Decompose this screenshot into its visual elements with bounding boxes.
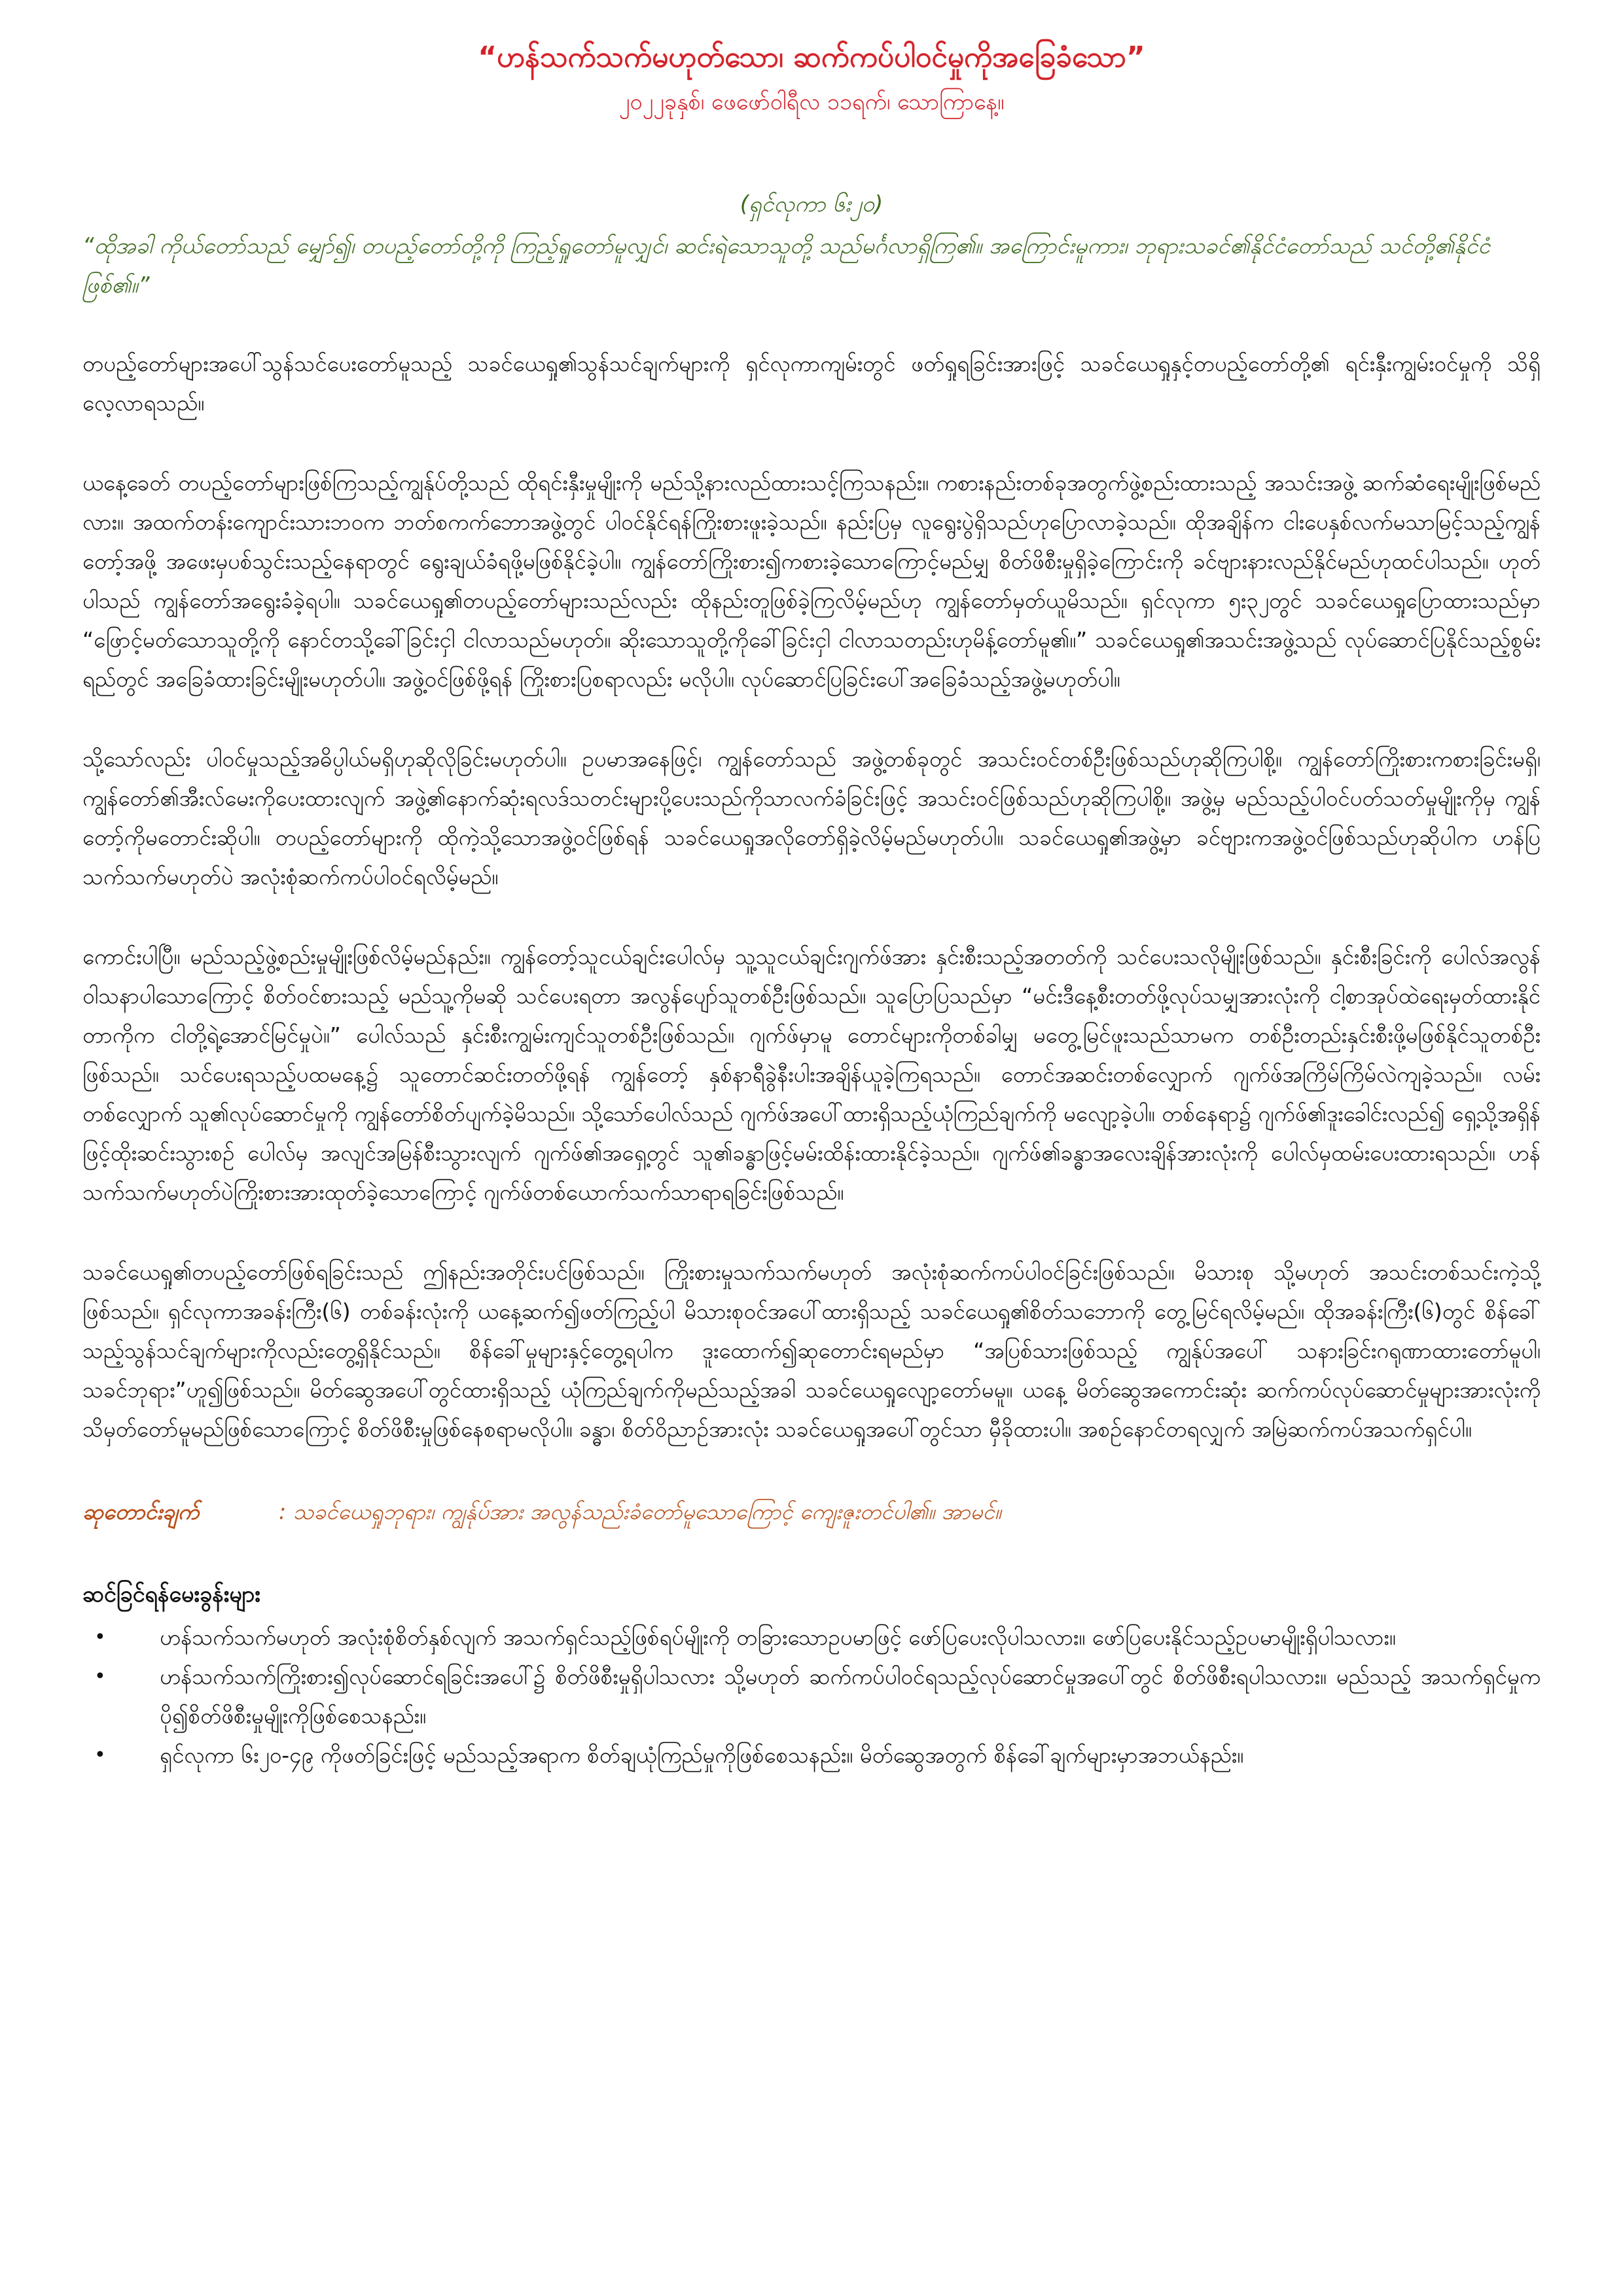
prayer-label: ဆုတောင်းချက် (82, 1499, 200, 1524)
bullet-icon: • (94, 1665, 106, 1688)
bullet-icon: • (94, 1744, 106, 1767)
paragraph-4: ကောင်းပါပြီ။ မည်သည့်ဖွဲ့စည်းမှုမျိုးဖြစ်လိမ့်မည်နည်း။ ကျွန်တော့်သူငယ်ချင်းပေါလ်မှ သူ့သူငယ်ချင်းဂျက်ဖ်အား နှင်းစီးသည့်အတတ်ကို သင်ပေးသလိုမျိုးဖြစ်သည်။ နှင်းစီးခြင်းကို ပေါလ်အလွန်ဝါသနာပါသောကြောင့် စိတ်ဝင်စားသည့် မည်သူ့ကိုမဆို သင်ပေးရတာ အလွန်ပျော်သူတစ်ဦးဖြစ်သည်။ သူပြောပြသည်မှာ “မင်းဒီနေ့စီးတတ်ဖို့လုပ်သမျှအားလုံးကို ငါ့စာအုပ်ထဲရေးမှတ်ထားနိုင်တာကိုက ငါတို့ရဲ့အောင်မြင်မှုပဲ။” ပေါလ်သည် နှင်းစီးကျွမ်းကျင်သူတစ်ဦးဖြစ်သည်။ ဂျက်ဖ်မှာမူ တောင်များကိုတစ်ခါမျှ မတွေ့မြင်ဖူးသည်သာမက တစ်ဦးတည်းနှင်းစီးဖို့မဖြစ်နိုင်သူတစ်ဦးဖြစ်သည်။ သင်ပေးရသည့်ပထမနေ့၌ သူတောင်ဆင်းတတ်ဖို့ရန် ကျွန်တော့် နှစ်နာရီခွဲနီးပါးအချိန်ယူခဲ့ကြရသည်။ တောင်အဆင်းတစ်လျှောက် ဂျက်ဖ်အကြိမ်ကြိမ်လဲကျခဲ့သည်။ လမ်းတစ်လျှောက် သူ၏လုပ်ဆောင်မှုကို ကျွန်တော်စိတ်ပျက်ခဲ့မိသည်။ သို့သော်ပေါလ်သည် ဂျက်ဖ်အပေါ်ထားရှိသည့်ယုံကြည်ချက်ကို မလျော့ခဲ့ပါ။ တစ်နေရာ၌ ဂျက်ဖ်၏ဒူးခေါင်းလည်၍ ရှေ့သို့အရှိန်ဖြင့်ထိုးဆင်းသွားစဉ် ပေါလ်မှ အလျင်အမြန်စီးသွားလျက် ဂျက်ဖ်၏အရှေ့တွင် သူ၏ခန္ဓာဖြင့်မမ်းထိန်းထားနိုင်ခဲ့သည်။ ဂျက်ဖ်၏ခန္ဓာအလေးချိန်အားလုံးကို ပေါလ်မှထမ်းပေးထားရသည်။ ဟန်သက်သက်မဟုတ်ပဲကြိုးစားအားထုတ်ခဲ့သောကြောင့် ဂျက်ဖ်တစ်ယောက်သက်သာရာရခြင်းဖြစ်သည်။ (82, 944, 1541, 1205)
page-title: “ဟန်သက်သက်မဟုတ်သော၊ ဆက်ကပ်ပါဝင်မှုကိုအခြေခံသော” (478, 41, 1145, 74)
verse-reference: (ရှင်လုကာ ၆း၂၀) (740, 191, 883, 217)
paragraph-2: ယနေ့ခေတ် တပည့်တော်များဖြစ်ကြသည့်ကျွန်ုပ်တို့သည် ထိုရင်းနှီးမှုမျိုးကို မည်သို့နားလည်ထားသင့်ကြသနည်း။ ကစားနည်းတစ်ခုအတွက်ဖွဲ့စည်းထားသည့် အသင်းအဖွဲ့ ဆက်ဆံရေးမျိုးဖြစ်မည်လား။ အထက်တန်းကျောင်းသားဘဝက ဘတ်စကက်ဘောအဖွဲ့တွင် ပါဝင်နိုင်ရန်ကြိုးစားဖူးခဲ့သည်။ နည်းပြမှ လူရွေးပွဲရှိသည်ဟုပြောလာခဲ့သည်။ ထိုအချိန်က ငါးပေနှစ်လက်မသာမြင့်သည့်ကျွန်တော့်အဖို့ အဖေးမှပစ်သွင်းသည့်နေရာတွင် ရွေးချယ်ခံရဖို့မဖြစ်နိုင်ခဲ့ပါ။ ကျွန်တော်ကြိုးစား၍ကစားခဲ့သောကြောင့်မည်မျှ စိတ်ဖိစီးမှုရှိခဲ့ကြောင်းကို ခင်ဗျားနားလည်နိုင်မည်ဟုထင်ပါသည်။ ဟုတ်ပါသည် ကျွန်တော်အရွေးခံခဲ့ရပါ။ သခင်ယေရှု၏တပည့်တော်များသည်လည်း ထိုနည်းတူဖြစ်ခဲ့ကြလိမ့်မည်ဟု ကျွန်တော်မှတ်ယူမိသည်။ ရှင်လုကာ ၅း၃၂တွင် သခင်ယေရှုပြောထားသည်မှာ “ဖြောင့်မတ်သောသူတို့ကို နောင်တသို့ခေါ်ခြင်းငှါ ငါလာသည်မဟုတ်။ ဆိုးသောသူတို့ကိုခေါ်ခြင်းငှါ ငါလာသတည်းဟုမိန့်တော်မူ၏။” သခင်ယေရှု၏အသင်းအဖွဲ့သည် လုပ်ဆောင်ပြနိုင်သည့်စွမ်းရည်တွင် အခြေခံထားခြင်းမျိုးမဟုတ်ပါ။ အဖွဲ့ဝင်ဖြစ်ဖို့ရန် ကြိုးစားပြစရာလည်း မလိုပါ။ လုပ်ဆောင်ပြခြင်းပေါ်အခြေခံသည့်အဖွဲ့မဟုတ်ပါ။ (82, 470, 1541, 692)
paragraph-1: တပည့်တော်များအပေါ်သွန်သင်ပေးတော်မူသည့် သခင်ယေရှု၏သွန်သင်ချက်များကို ရှင်လုကာကျမ်းတွင် ဖတ်ရှုရခြင်းအားဖြင့် သခင်ယေရှုနှင့်တပည့်တော်တို့၏ ရင်းနှီးကျွမ်းဝင်မှုကို သိရှိလေ့လာရသည်။ (82, 351, 1541, 416)
prayer-text: : သခင်ယေရှုဘုရား၊ ကျွန်ုပ်အား အလွန်သည်းခံတော်မူသောကြောင့် ကျေးဇူးတင်ပါ၏။ အာမင်။ (279, 1499, 1001, 1524)
devotional-page (82, 37, 1541, 1775)
paragraph-5: သခင်ယေရှု၏တပည့်တော်ဖြစ်ရခြင်းသည် ဤနည်းအတိုင်းပင်ဖြစ်သည်။ ကြိုးစားမှုသက်သက်မဟုတ် အလုံးစုံဆက်ကပ်ပါဝင်ခြင်းဖြစ်သည်။ မိသားစု သို့မဟုတ် အသင်းတစ်သင်းကဲ့သို့ဖြစ်သည်။ ရှင်လုကာအခန်းကြီး(၆) တစ်ခန်းလုံးကို ယနေ့ဆက်၍ဖတ်ကြည့်ပါ မိသားစုဝင်အပေါ်ထားရှိသည့် သခင်ယေရှု၏စိတ်သဘောကို တွေ့မြင်ရလိမ့်မည်။ ထိုအခန်းကြီး(၆)တွင် စိန်ခေါ်သည့်သွန်သင်ချက်များကိုလည်းတွေ့ရှိနိုင်သည်။ စိန်ခေါ်မှုများနှင့်တွေ့ရပါက ဒူးထောက်၍ဆုတောင်းရမည်မှာ “အပြစ်သားဖြစ်သည့် ကျွန်ုပ်အပေါ် သနားခြင်းဂရုဏာထားတော်မူပါ၊ သခင်ဘုရား”ဟူ၍ဖြစ်သည်။ မိတ်ဆွေအပေါ်တွင်ထားရှိသည့် ယုံကြည်ချက်ကိုမည်သည့်အခါ သခင်ယေရှုလျော့တော်မမူ။ ယနေ့ မိတ်ဆွေအကောင်းဆုံး ဆက်ကပ်လုပ်ဆောင်မှုများအားလုံးကို သိမှတ်တော်မူမည်ဖြစ်သောကြောင့် စိတ်ဖိစီးမှုဖြစ်နေစရာမလိုပါ။ ခန္ဓာ၊ စိတ်ဝိညာဉ်အားလုံး သခင်ယေရှုအပေါ်တွင်သာ မှီခိုထားပါ။ အစဉ်နောင်တရလျှက် အမြဲဆက်ကပ်အသက်ရှင်ပါ။ (82, 1259, 1541, 1442)
question-text-2: ဟန်သက်သက်ကြိုးစား၍လုပ်ဆောင်ရခြင်းအပေါ်၌ စိတ်ဖိစီးမှုရှိပါသလား သို့မဟုတ် ဆက်ကပ်ပါဝင်ရသည့်လုပ်ဆောင်မှုအပေါ်တွင် စိတ်ဖိစီးရပါသလား။ မည်သည့် အသက်ရှင်မှုက ပို၍စိတ်ဖိစီးမှုမျိုးကိုဖြစ်စေသနည်း။ (160, 1664, 1541, 1729)
prayer-section (82, 1492, 1541, 1532)
date-line: ၂၀၂၂ခုနှစ်၊ ဖေဖော်ဝါရီလ ၁၁ရက်၊ သောကြာနေ့။ (618, 89, 1005, 115)
questions-heading: ဆင်ခြင်ရန်မေးခွန်းများ (82, 1581, 260, 1607)
question-item-2 (82, 1657, 1541, 1736)
question-text-1: ဟန်သက်သက်မဟုတ် အလုံးစုံစိတ်နှစ်လျက် အသက်ရှင်သည့်ဖြစ်ရပ်မျိုးကို တခြားသောဥပမာဖြင့် ဖော်ပြပေးလိုပါသလား။ ဖော်ပြပေးနိုင်သည့်ဥပမာမျိုးရှိပါသလား။ (160, 1624, 1396, 1650)
questions-list (82, 1618, 1541, 1775)
question-text-3: ရှင်လုကာ ၆း၂၀-၄၉ ကိုဖတ်ခြင်းဖြင့် မည်သည့်အရာက စိတ်ချယုံကြည်မှုကိုဖြစ်စေသနည်း။ မိတ်ဆွေအတွက် စိန်ခေါ်ချက်များမှာအဘယ်နည်း။ (160, 1742, 1244, 1768)
question-item-1 (82, 1618, 1541, 1657)
paragraph-3: သို့သော်လည်း ပါဝင်မှုသည့်အဓိပ္ပါယ်မရှိဟုဆိုလိုခြင်းမဟုတ်ပါ။ ဥပမာအနေဖြင့်၊ ကျွန်တော်သည် အဖွဲ့တစ်ခုတွင် အသင်းဝင်တစ်ဦးဖြစ်သည်ဟုဆိုကြပါစို့။ ကျွန်တော်ကြိုးစားကစားခြင်းမရှိ၊ ကျွန်တော်၏အီးလ်မေးကိုပေးထားလျက် အဖွဲ့၏နောက်ဆုံးရလဒ်သတင်းများပို့ပေးသည်ကိုသာလက်ခံခြင်းဖြင့် အသင်းဝင်ဖြစ်သည်ဟုဆိုကြပါစို့။ အဖွဲ့မှ မည်သည့်ပါဝင်ပတ်သတ်မှုမျိုးကိုမှ ကျွန်တော့်ကိုမတောင်းဆိုပါ။ တပည့်တော်များကို ထိုကဲ့သို့သောအဖွဲ့ဝင်ဖြစ်ရန် သခင်ယေရှုအလိုတော်ရှိခဲ့လိမ့်မည်မဟုတ်ပါ။ သခင်ယေရှု၏အဖွဲ့မှာ ခင်ဗျားကအဖွဲ့ဝင်ဖြစ်သည်ဟုဆိုပါက ဟန်ပြသက်သက်မဟုတ်ပဲ အလုံးစုံဆက်ကပ်ပါဝင်ရလိမ့်မည်။ (82, 746, 1541, 889)
bullet-icon: • (94, 1626, 106, 1649)
verse-text: “ထိုအခါ ကိုယ်တော်သည် မျှော်၍၊ တပည့်တော်တို့ကို ကြည့်ရှုတော်မူလျှင်၊ ဆင်းရဲသောသူတို့ သည်မင်္ဂလာရှိကြ၏။ အကြောင်းမူကား၊ ဘုရားသခင်၏နိုင်ငံတော်သည် သင်တို့၏နိုင်ငံဖြစ်၏။” (82, 233, 1491, 298)
question-item-3 (82, 1736, 1541, 1775)
